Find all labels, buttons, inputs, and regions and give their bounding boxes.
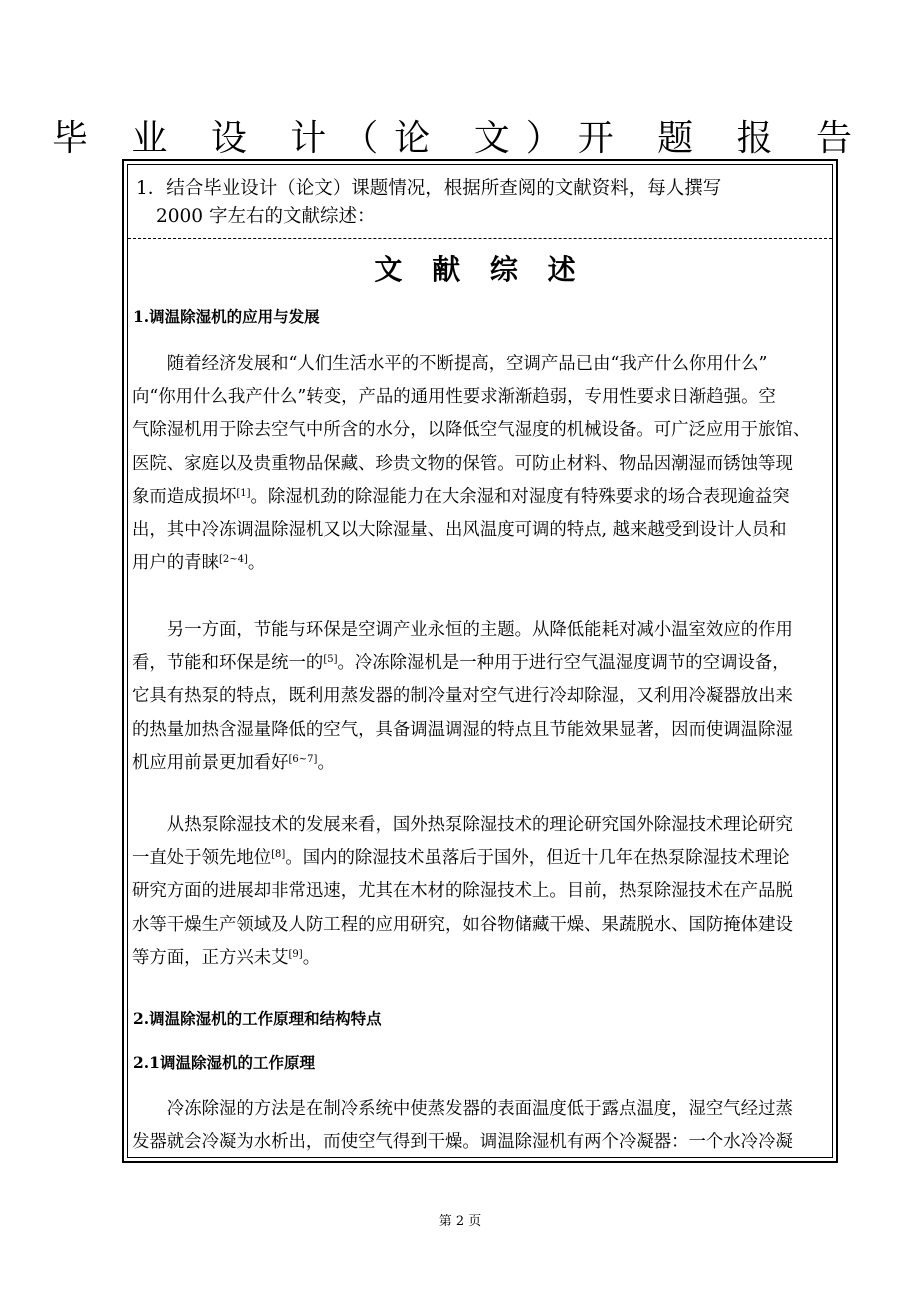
citation: [5]: [323, 654, 338, 666]
prompt-line-2: 2000 字左右的文献综述：: [156, 206, 376, 227]
report-frame: [122, 159, 838, 1163]
p3-line-4: 水等干燥生产领域及人防工程的应用研究，如谷物储藏干燥、果蔬脱水、国防掩体建设: [132, 914, 793, 935]
p1-line-7: [132, 547, 838, 580]
p1-line-2: 向“你用什么我产什么”转变，产品的通用性要求渐渐趋弱，专用性要求日渐趋强。空: [132, 387, 776, 408]
citation: [2~4]: [218, 554, 248, 566]
p2-line-3: 它具有热泵的特点，既利用蒸发器的制冷量对空气进行冷却除湿，又利用冷凝器放出来: [132, 686, 793, 707]
citation: [8]: [271, 849, 286, 861]
section-title: 文 献 综 述: [374, 253, 586, 286]
document-title: 毕 业 设 计（论 文）开 题 报 告: [51, 118, 869, 159]
prompt-text: [136, 175, 816, 231]
paragraph-1: [132, 348, 838, 580]
p3-line-3: 研究方面的进展却非常迅速，尤其在木材的除湿技术上。目前，热泵除湿技术在产品脱: [132, 881, 793, 902]
p2-line-5: [132, 747, 838, 780]
p2-text: 。冷冻除湿机是一种用于进行空气温湿度调节的空调设备，: [337, 653, 790, 674]
report-frame-inner: [127, 164, 833, 1158]
heading-2: 2.调温除湿机的工作原理和结构特点: [133, 1009, 382, 1028]
p4-line-1: 冷冻除湿的方法是在制冷系统中使蒸发器的表面温度低于露点温度，湿空气经过蒸: [166, 1099, 793, 1119]
dashed-divider: [128, 238, 832, 239]
heading-1: 1.调温除湿机的应用与发展: [133, 307, 320, 326]
prompt-line-1: 1．结合毕业设计（论文）课题情况，根据所查阅的文献资料，每人撰写: [136, 178, 722, 199]
p2-line-4: 的热量加热含湿量降低的空气，具备调温调湿的特点且节能效果显著，因而使调温除湿: [132, 719, 793, 740]
p1-line-3: 气除湿机用于除去空气中所含的水分，以降低空气湿度的机械设备。可广泛应用于旅馆、: [132, 420, 811, 441]
p2-text: 。: [317, 752, 335, 773]
p3-line-5: [132, 942, 838, 975]
heading-3: 2.1调温除湿机的工作原理: [133, 1053, 315, 1072]
citation: [9]: [288, 948, 303, 960]
p3-text: 一直处于领先地位: [132, 848, 272, 869]
p1-text: 用户的青睐: [132, 553, 219, 574]
p1-line-1: 随着经济发展和“人们生活水平的不断提高，空调产品已由“我产什么你用什么”: [166, 354, 768, 374]
p2-text: 看，节能和环保是统一的: [132, 653, 324, 674]
p1-line-5: [132, 481, 838, 514]
p2-line-1: 另一方面，节能与环保是空调产业永恒的主题。从降低能耗对减小温室效应的作用: [166, 620, 793, 640]
paragraph-3: [132, 809, 838, 975]
p3-text: 等方面，正方兴未艾: [132, 947, 289, 968]
p1-line-6: 出，其中冷冻调温除湿机又以大除湿量、出风温度可调的特点, 越来越受到设计人员和: [132, 520, 787, 541]
p3-text: 。国内的除湿技术虽落后于国外，但近十几年在热泵除湿技术理论: [285, 848, 790, 869]
p1-text: 。: [247, 553, 266, 574]
paragraph-4: [132, 1093, 838, 1159]
p2-line-2: [132, 647, 838, 680]
paragraph-2: [132, 614, 838, 780]
p1-line-4: 医院、家庭以及贵重物品保藏、珍贵文物的保管。可防止材料、物品因潮湿而锈蚀等现: [132, 453, 793, 474]
citation: [6~7]: [288, 753, 318, 765]
p4-line-2: 发器就会冷凝为水析出，而使空气得到干燥。调温除湿机有两个冷凝器：一个水冷冷凝: [132, 1132, 793, 1153]
p1-text: 象而造成损坏: [132, 486, 237, 507]
page-number: 第 2 页: [438, 1214, 482, 1229]
p3-line-2: [132, 842, 838, 875]
p3-text: 。: [302, 947, 321, 968]
p3-line-1: 从热泵除湿技术的发展来看，国外热泵除湿技术的理论研究国外除湿技术理论研究: [166, 815, 793, 835]
citation: [1]: [236, 487, 251, 499]
p1-text: 。除湿机劲的除湿能力在大余湿和对湿度有特殊要求的场合表现逾益突: [250, 486, 790, 507]
p2-text: 机应用前景更加看好: [132, 752, 289, 773]
